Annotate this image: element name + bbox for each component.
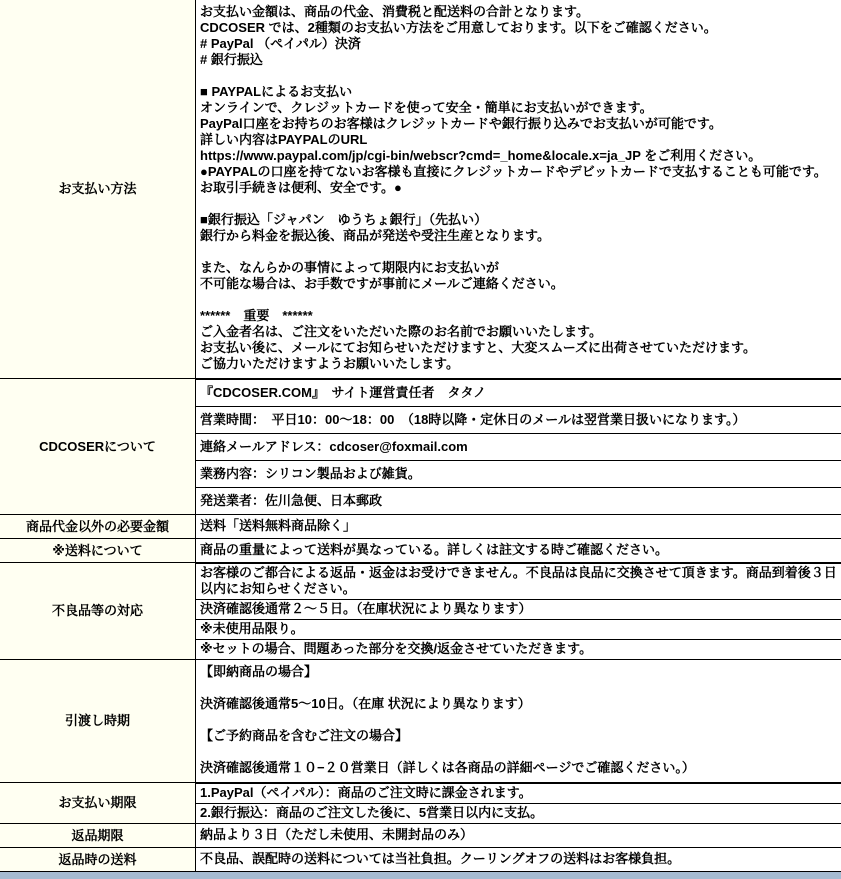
sub-row: ※未使用品限り。 <box>196 619 841 639</box>
row-label-return-deadline: 返品期限 <box>0 824 196 847</box>
table-row-payment-deadline <box>0 782 841 823</box>
text-line: お取引手続きは便利、安全です。● <box>200 180 402 195</box>
text-line <box>200 244 837 260</box>
text-line: 【ご予約商品を含むご注文の場合】 <box>200 728 409 743</box>
payment-method-content <box>196 0 841 378</box>
text-line: # 銀行振込 <box>200 52 263 67</box>
row-label-payment-method: お支払い方法 <box>0 0 196 378</box>
text-line: 不可能な場合は、お手数ですが事前にメールご連絡ください。 <box>200 276 564 291</box>
sub-row: 発送業者：佐川急便、日本郵政 <box>196 487 841 514</box>
text-line: 【即納商品の場合】 <box>200 664 318 679</box>
text-line: ●PAYPALの口座を持てないお客様も直接にクレジットカードやデビットカードで支払することも可能です。 <box>200 164 827 179</box>
text-line <box>200 292 837 308</box>
delivery-time-content <box>196 660 841 782</box>
sub-row: 1.PayPal（ペイパル）：商品のご注文時に課金されます。 <box>196 783 841 803</box>
row-label-delivery-time: 引渡し時期 <box>0 660 196 782</box>
text-line <box>200 68 837 84</box>
text-line: ■銀行振込「ジャパン ゆうちょ銀行」（先払い） <box>200 212 488 227</box>
table-row-return-shipping <box>0 847 841 871</box>
text-line: 決済確認後通常１０−２０営業日（詳しくは各商品の詳細ページでご確認ください。） <box>200 760 695 775</box>
text-line: また、なんらかの事情によって期限内にお支払いが <box>200 260 500 275</box>
text-line: # PayPal （ペイパル）決済 <box>200 36 361 51</box>
return-shipping-content: 不良品、誤配時の送料については当社負担。クーリングオフの送料はお客様負担。 <box>196 848 841 871</box>
sub-row: 2.銀行振込：商品のご注文した後に、5営業日以内に支払。 <box>196 803 841 823</box>
table-row-payment-method <box>0 0 841 378</box>
table-row-about-cdcoser <box>0 378 841 514</box>
table-row-shipping-fee <box>0 538 841 562</box>
text-line: PayPal口座をお持ちのお客様はクレジットカードや銀行振り込みでお支払いが可能です。 <box>200 116 722 131</box>
text-line: ****** 重要 ****** <box>200 308 313 323</box>
row-label-defective-items: 不良品等の対応 <box>0 563 196 659</box>
text-line <box>200 712 837 728</box>
text-line <box>200 196 837 212</box>
text-line: 銀行から料金を振込後、商品が発送や受注生産となります。 <box>200 228 550 243</box>
table-row-return-deadline <box>0 823 841 847</box>
text-line: CDCOSER では、2種類のお支払い方法をご用意しております。以下をご確認ください。 <box>200 20 717 35</box>
table-row-defective-items <box>0 562 841 659</box>
text-line: オンラインで、クレジットカードを使って安全・簡単にお支払いができます。 <box>200 100 653 115</box>
table-row-delivery-time <box>0 659 841 782</box>
row-label-return-shipping: 返品時の送料 <box>0 848 196 871</box>
payment-deadline-content <box>196 783 841 823</box>
sub-row: 『CDCOSER.COM』 サイト運営責任者 タタノ <box>196 379 841 406</box>
table-row-extra-fees <box>0 514 841 538</box>
text-line: ■ PAYPALによるお支払い <box>200 84 353 99</box>
sub-row: 業務内容：シリコン製品および雑貨。 <box>196 460 841 487</box>
text-line <box>200 680 837 696</box>
sub-row: お客様のご都合による返品・返金はお受けできません。不良品は良品に交換させて頂きます。商品到着後３日以内にお知らせください。 <box>196 563 841 599</box>
extra-fees-content: 送料「送料無料商品除く」 <box>196 515 841 538</box>
sub-row: ※セットの場合、問題あった部分を交換/返金させていただきます。 <box>196 639 841 659</box>
text-line: 詳しい内容はPAYPALのURL <box>200 132 368 147</box>
text-line: ご入金者名は、ご注文をいただいた際のお名前でお願いいたします。 <box>200 324 602 339</box>
about-cdcoser-content <box>196 379 841 514</box>
sub-row: 連絡メールアドレス：cdcoser@foxmail.com <box>196 433 841 460</box>
defective-items-content <box>196 563 841 659</box>
row-label-about-cdcoser: CDCOSERについて <box>0 379 196 514</box>
text-line: お支払い後に、メールにてお知らせいただけますと、大変スムーズに出荷させていただけます。 <box>200 340 757 355</box>
sub-row: 決済確認後通常２〜５日。（在庫状況により異なります） <box>196 599 841 619</box>
return-deadline-content: 納品より３日（ただし未使用、未開封品のみ） <box>196 824 841 847</box>
row-label-extra-fees: 商品代金以外の必要金額 <box>0 515 196 538</box>
text-line: ご協力いただけますようお願いいたします。 <box>200 356 459 371</box>
text-line: 決済確認後通常5〜10日。（在庫 状況により異なります） <box>200 696 531 711</box>
next-section-strip <box>0 871 841 879</box>
text-line: お支払い金額は、商品の代金、消費税と配送料の合計となります。 <box>200 4 589 19</box>
row-label-payment-deadline: お支払い期限 <box>0 783 196 823</box>
shipping-fee-content: 商品の重量によって送料が異なっている。詳しくは註文する時ご確認ください。 <box>196 539 841 562</box>
sub-row: 営業時間： 平日10：00〜18：00 （18時以降・定休日のメールは翌営業日扱いになります。） <box>196 406 841 433</box>
row-label-shipping-fee: ※送料について <box>0 539 196 562</box>
text-line: https://www.paypal.com/jp/cgi-bin/webscr?cmd=_home&locale.x=ja_JP をご利用ください。 <box>200 148 762 163</box>
text-line <box>200 744 837 760</box>
